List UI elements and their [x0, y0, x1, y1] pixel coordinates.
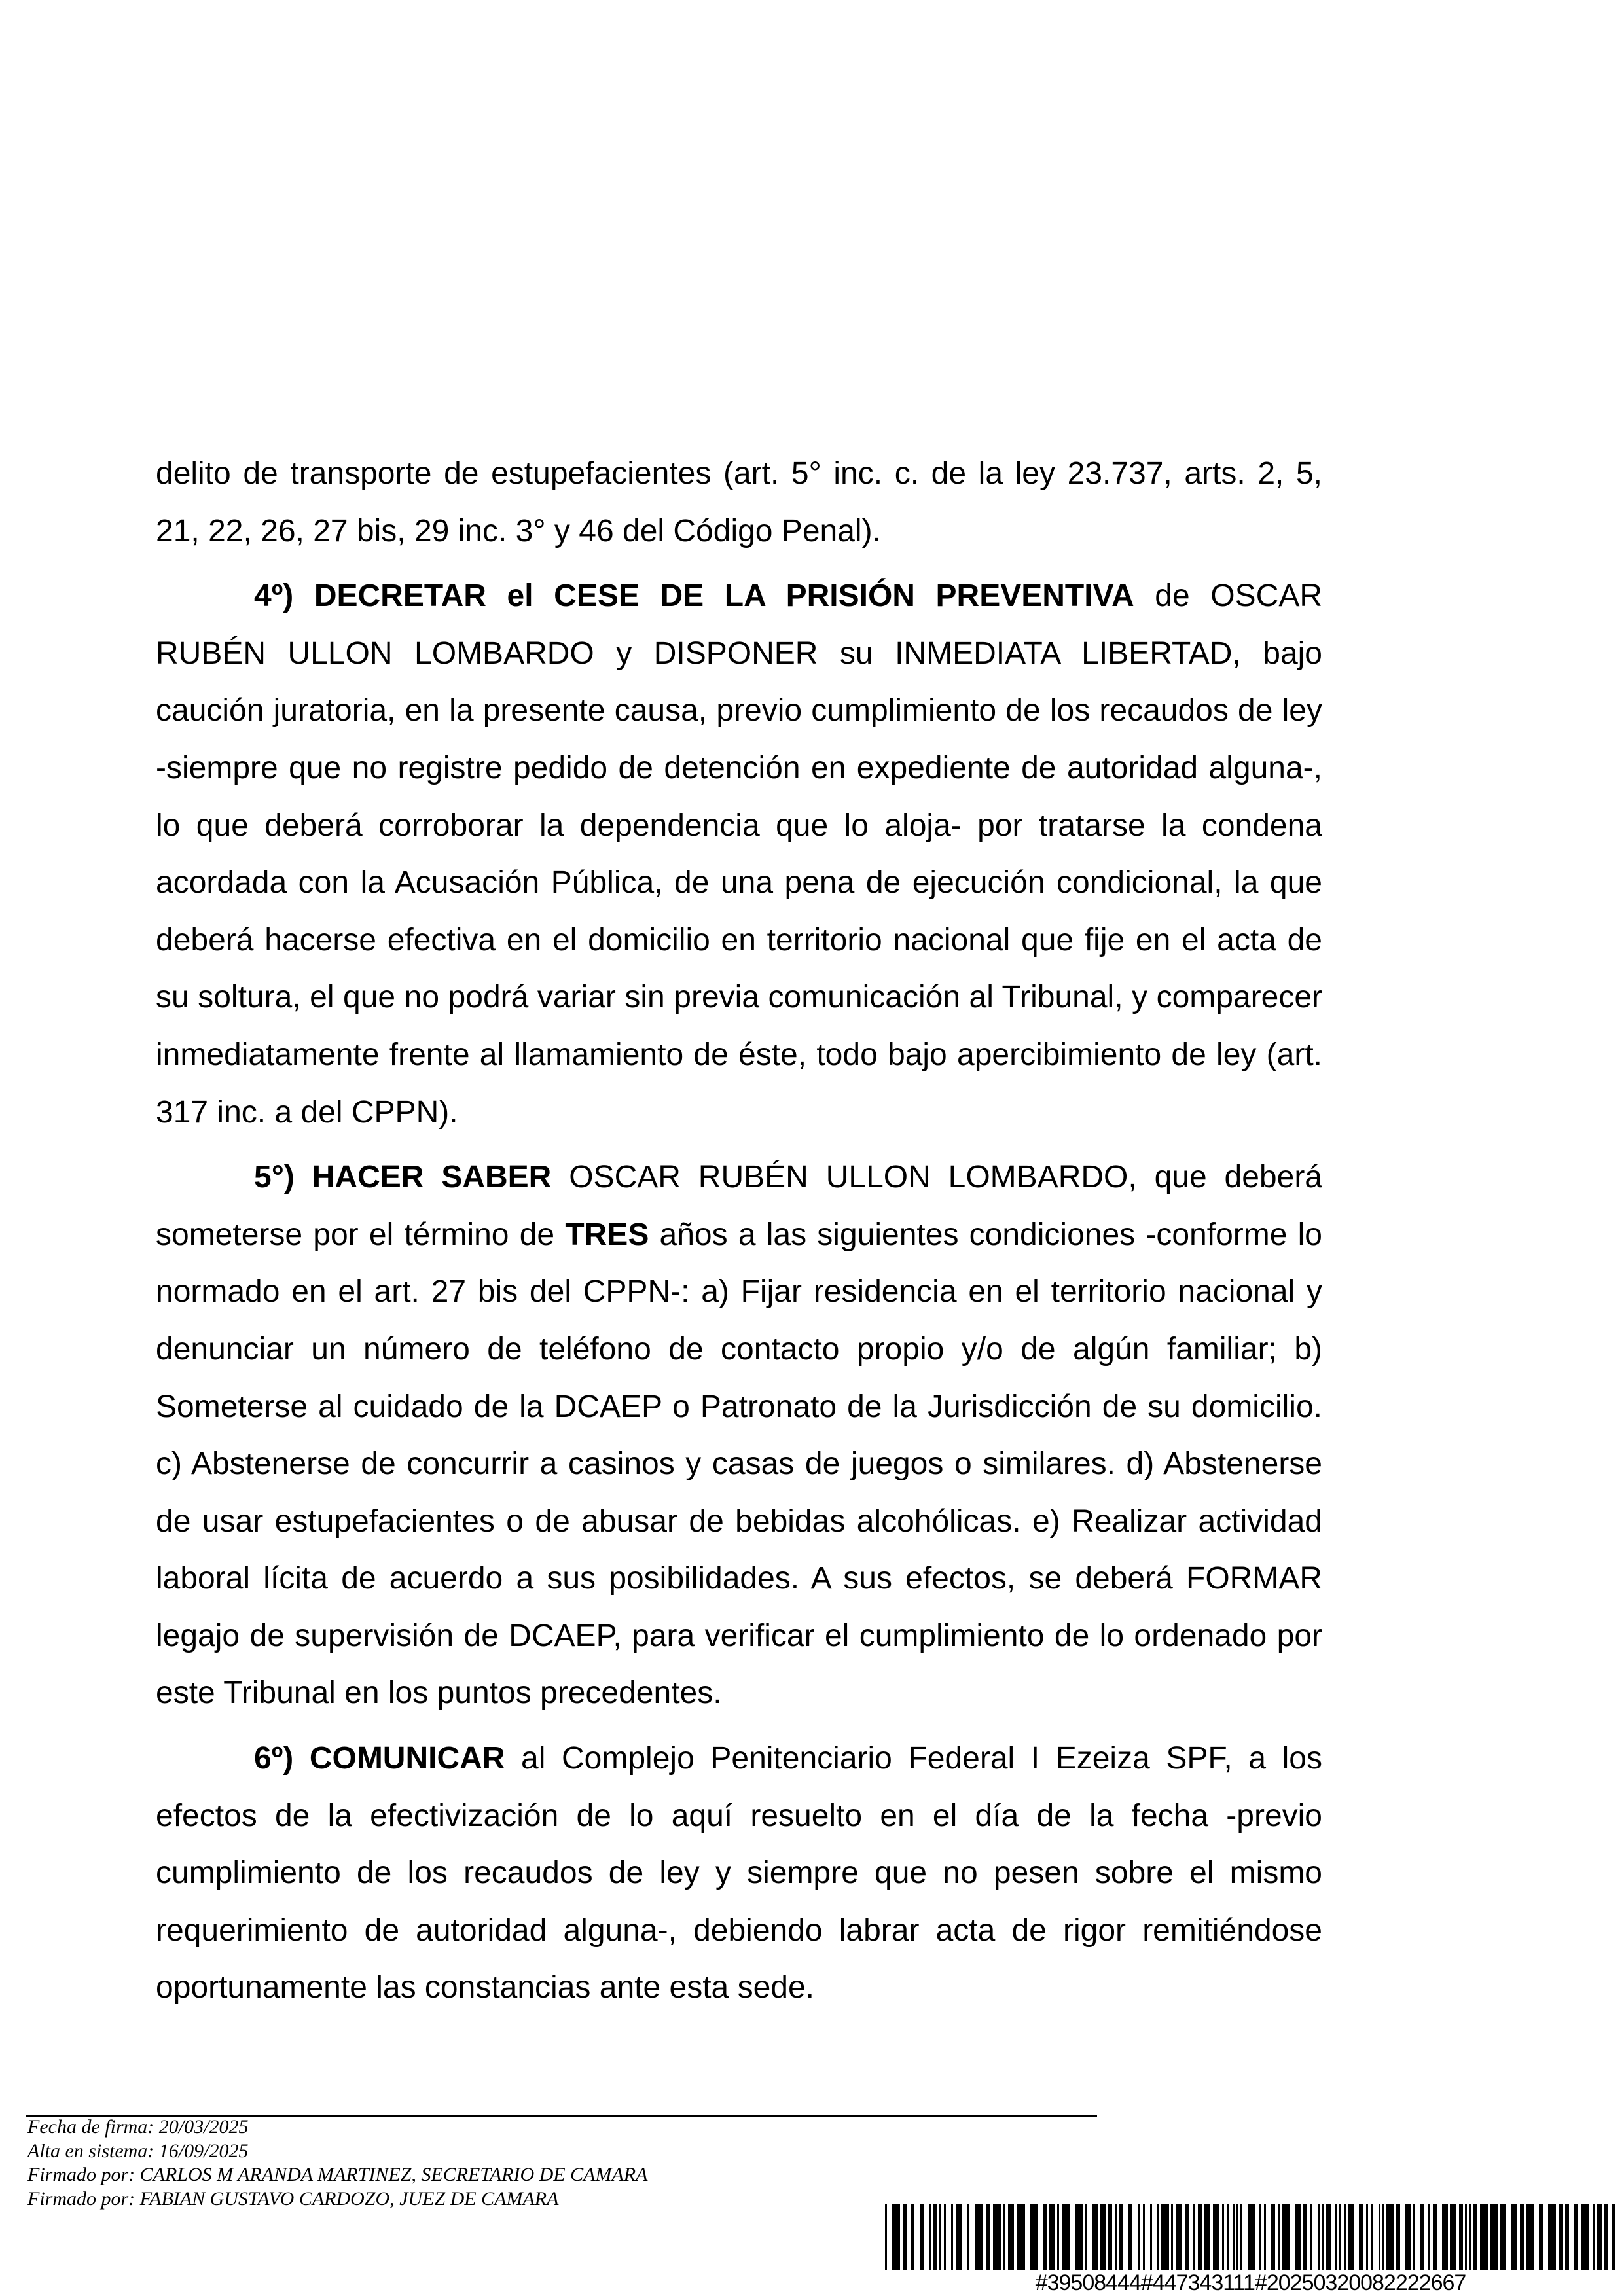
paragraph-6-number: 6º) — [254, 1741, 294, 1776]
paragraph-5-term: TRES — [565, 1217, 649, 1252]
paragraph-4-text: de OSCAR RUBÉN ULLON LOMBARDO y DISPONER su INMEDIATA LIBERTAD, bajo caución juratoria, en la presente causa, previo cumplimiento de los recaudos de ley -siempre que no registre pedido de detención en expediente de autoridad alguna-, lo que deberá corroborar la dependencia que lo aloja- por tratarse la condena acordada con la Acusación Pública, de una pena de ejecución condicional, la que deberá hacerse efectiva en el domicilio en territorio nacional que fije en el acta de su soltura, el que no podrá variar sin previa comunicación al Tribunal, y comparecer inmediatamente frente al llamamiento de éste, todo bajo apercibimiento de ley (art. 317 inc. a del CPPN). — [156, 579, 1322, 1130]
signature-date: Fecha de firma: 20/03/2025 — [27, 2116, 249, 2138]
paragraph-4 — [156, 567, 1322, 1141]
paragraph-5-heading: HACER SABER — [312, 1160, 552, 1195]
barcode-number: #39508444#447343111#20250320082222667 — [1035, 2270, 1466, 2295]
system-date: Alta en sistema: 16/09/2025 — [27, 2140, 249, 2162]
paragraph-6-heading: COMUNICAR — [309, 1741, 505, 1776]
paragraph-4-heading: DECRETAR el CESE DE LA PRISIÓN PREVENTIVA — [314, 579, 1134, 614]
paragraph-5-number: 5°) — [254, 1160, 295, 1195]
paragraph-5-text-b: años a las siguientes condiciones -conforme lo normado en el art. 27 bis del CPPN-: a) Fijar residencia en el territorio nacional y denunciar un número de teléfono de contacto propio y/o de algún familiar; b) Someterse al cuidado de la DCAEP o Patronato de la Jurisdicción de su domicilio. c) Abstenerse de concurrir a casinos y casas de juegos o similares. d) Abstenerse de usar estupefacientes o de abusar de bebidas alcohólicas. e) Realizar actividad laboral lícita de acuerdo a sus posibilidades. A sus efectos, se deberá FORMAR legajo de supervisión de DCAEP, para verificar el cumplimiento de lo ordenado por este Tribunal en los puntos precedentes. — [156, 1217, 1322, 1711]
paragraph-6 — [156, 1730, 1322, 2017]
paragraph-5-text-a: OSCAR RUBÉN ULLON LOMBARDO, que deberá someterse por el término de — [156, 1160, 1322, 1252]
paragraph-6-text: al Complejo Penitenciario Federal I Ezeiza SPF, a los efectos de la efectivización de lo aquí resuelto en el día de la fecha -previo cumplimiento de los recaudos de ley y siempre que no pesen sobre el mismo requerimiento de autoridad alguna-, debiendo labrar acta de rigor remitiéndose oportunamente las constancias ante esta sede. — [156, 1741, 1322, 2005]
signer-2: Firmado por: FABIAN GUSTAVO CARDOZO, JUEZ DE CAMARA — [27, 2187, 559, 2210]
document-body — [156, 445, 1322, 2017]
signature-block — [27, 2115, 647, 2211]
signer-1: Firmado por: CARLOS M ARANDA MARTINEZ, SECRETARIO DE CAMARA — [27, 2164, 648, 2185]
barcode — [885, 2204, 1618, 2270]
opening-paragraph: delito de transporte de estupefacientes (art. 5° inc. c. de la ley 23.737, arts. 2, 5, 21, 22, 26, 27 bis, 29 inc. 3° y 46 del Código Penal). — [156, 456, 1322, 548]
paragraph-5 — [156, 1149, 1322, 1722]
paragraph-4-number: 4º) — [254, 579, 294, 614]
